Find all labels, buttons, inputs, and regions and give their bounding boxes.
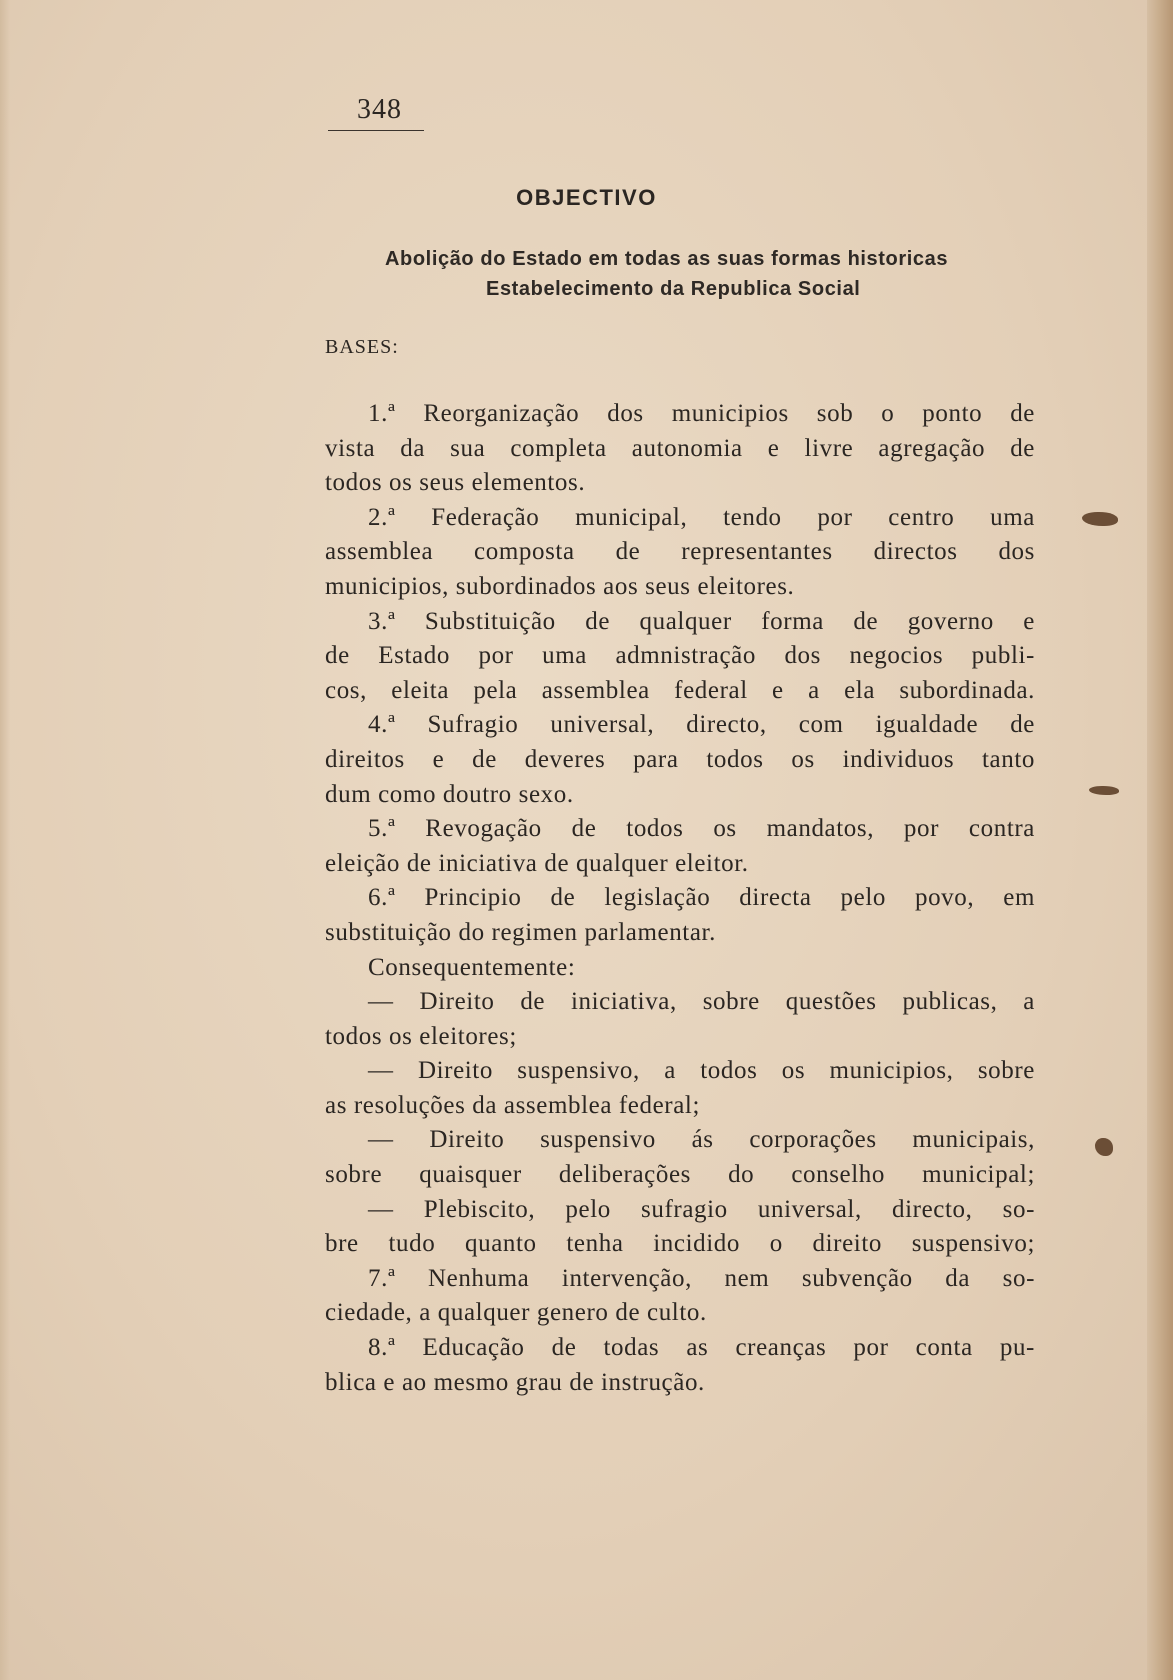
text-line: 4.ª Sufragio universal, directo, com igualdade de (368, 711, 1035, 739)
text-line: ciedade, a qualquer genero de culto. (325, 1299, 707, 1327)
text-line: todos os eleitores; (325, 1022, 517, 1050)
text-line: — Direito suspensivo ás corporações municipais, (368, 1126, 1035, 1154)
text-line: 7.ª Nenhuma intervenção, nem subvenção da so- (368, 1264, 1035, 1292)
subheading-2: Estabelecimento da Republica Social (486, 278, 861, 300)
text-line: Consequentemente: (368, 953, 576, 981)
text-line: todos os seus elementos. (325, 469, 586, 497)
section-heading: OBJECTIVO (516, 185, 657, 210)
binding-mark (1089, 786, 1119, 795)
text-line: dum como doutro sexo. (325, 780, 574, 808)
bases-label: BASES: (325, 336, 399, 358)
binding-mark (1082, 512, 1118, 526)
text-line: assemblea composta de representantes directos dos (325, 538, 1035, 566)
text-line: vista da sua completa autonomia e livre agregação de (325, 434, 1035, 462)
page-right-edge (1147, 0, 1173, 1680)
page-number: 348 (357, 94, 402, 125)
page-left-edge (0, 0, 10, 1680)
text-line: 2.ª Federação municipal, tendo por centro uma (368, 503, 1035, 531)
text-line: 1.ª Reorganização dos municipios sob o ponto de (368, 400, 1035, 427)
page-number-rule (328, 130, 424, 131)
text-line: de Estado por uma admnistração dos negocios publi- (325, 642, 1035, 670)
text-line: cos, eleita pela assemblea federal e a ela subordinada. (325, 676, 1035, 704)
body-text (325, 397, 1035, 1400)
text-line: 5.ª Revogação de todos os mandatos, por contra (368, 815, 1035, 843)
text-line: bre tudo quanto tenha incidido o direito suspensivo; (325, 1230, 1035, 1258)
text-line: eleição de iniciativa de qualquer eleitor. (325, 849, 749, 877)
text-line: 3.ª Substituição de qualquer forma de governo e (368, 607, 1035, 635)
text-line: sobre quaisquer deliberações do conselho municipal; (325, 1161, 1035, 1189)
text-line: — Direito suspensivo, a todos os municipios, sobre (368, 1057, 1035, 1085)
binding-mark (1095, 1138, 1113, 1156)
text-line: as resoluções da assemblea federal; (325, 1091, 701, 1119)
text-line: 6.ª Principio de legislação directa pelo povo, em (368, 884, 1035, 912)
text-line: substituição do regimen parlamentar. (325, 918, 716, 946)
text-line: direitos e de deveres para todos os individuos tanto (325, 745, 1035, 773)
text-line: blica e ao mesmo grau de instrução. (325, 1368, 705, 1396)
subheading-1: Abolição do Estado em todas as suas formas historicas (385, 248, 949, 270)
text-line: — Plebiscito, pelo sufragio universal, directo, so- (368, 1195, 1035, 1223)
text-line: 8.ª Educação de todas as creanças por conta pu- (368, 1334, 1035, 1362)
text-line: — Direito de iniciativa, sobre questões publicas, a (368, 988, 1035, 1016)
text-line: municipios, subordinados aos seus eleitores. (325, 572, 795, 600)
